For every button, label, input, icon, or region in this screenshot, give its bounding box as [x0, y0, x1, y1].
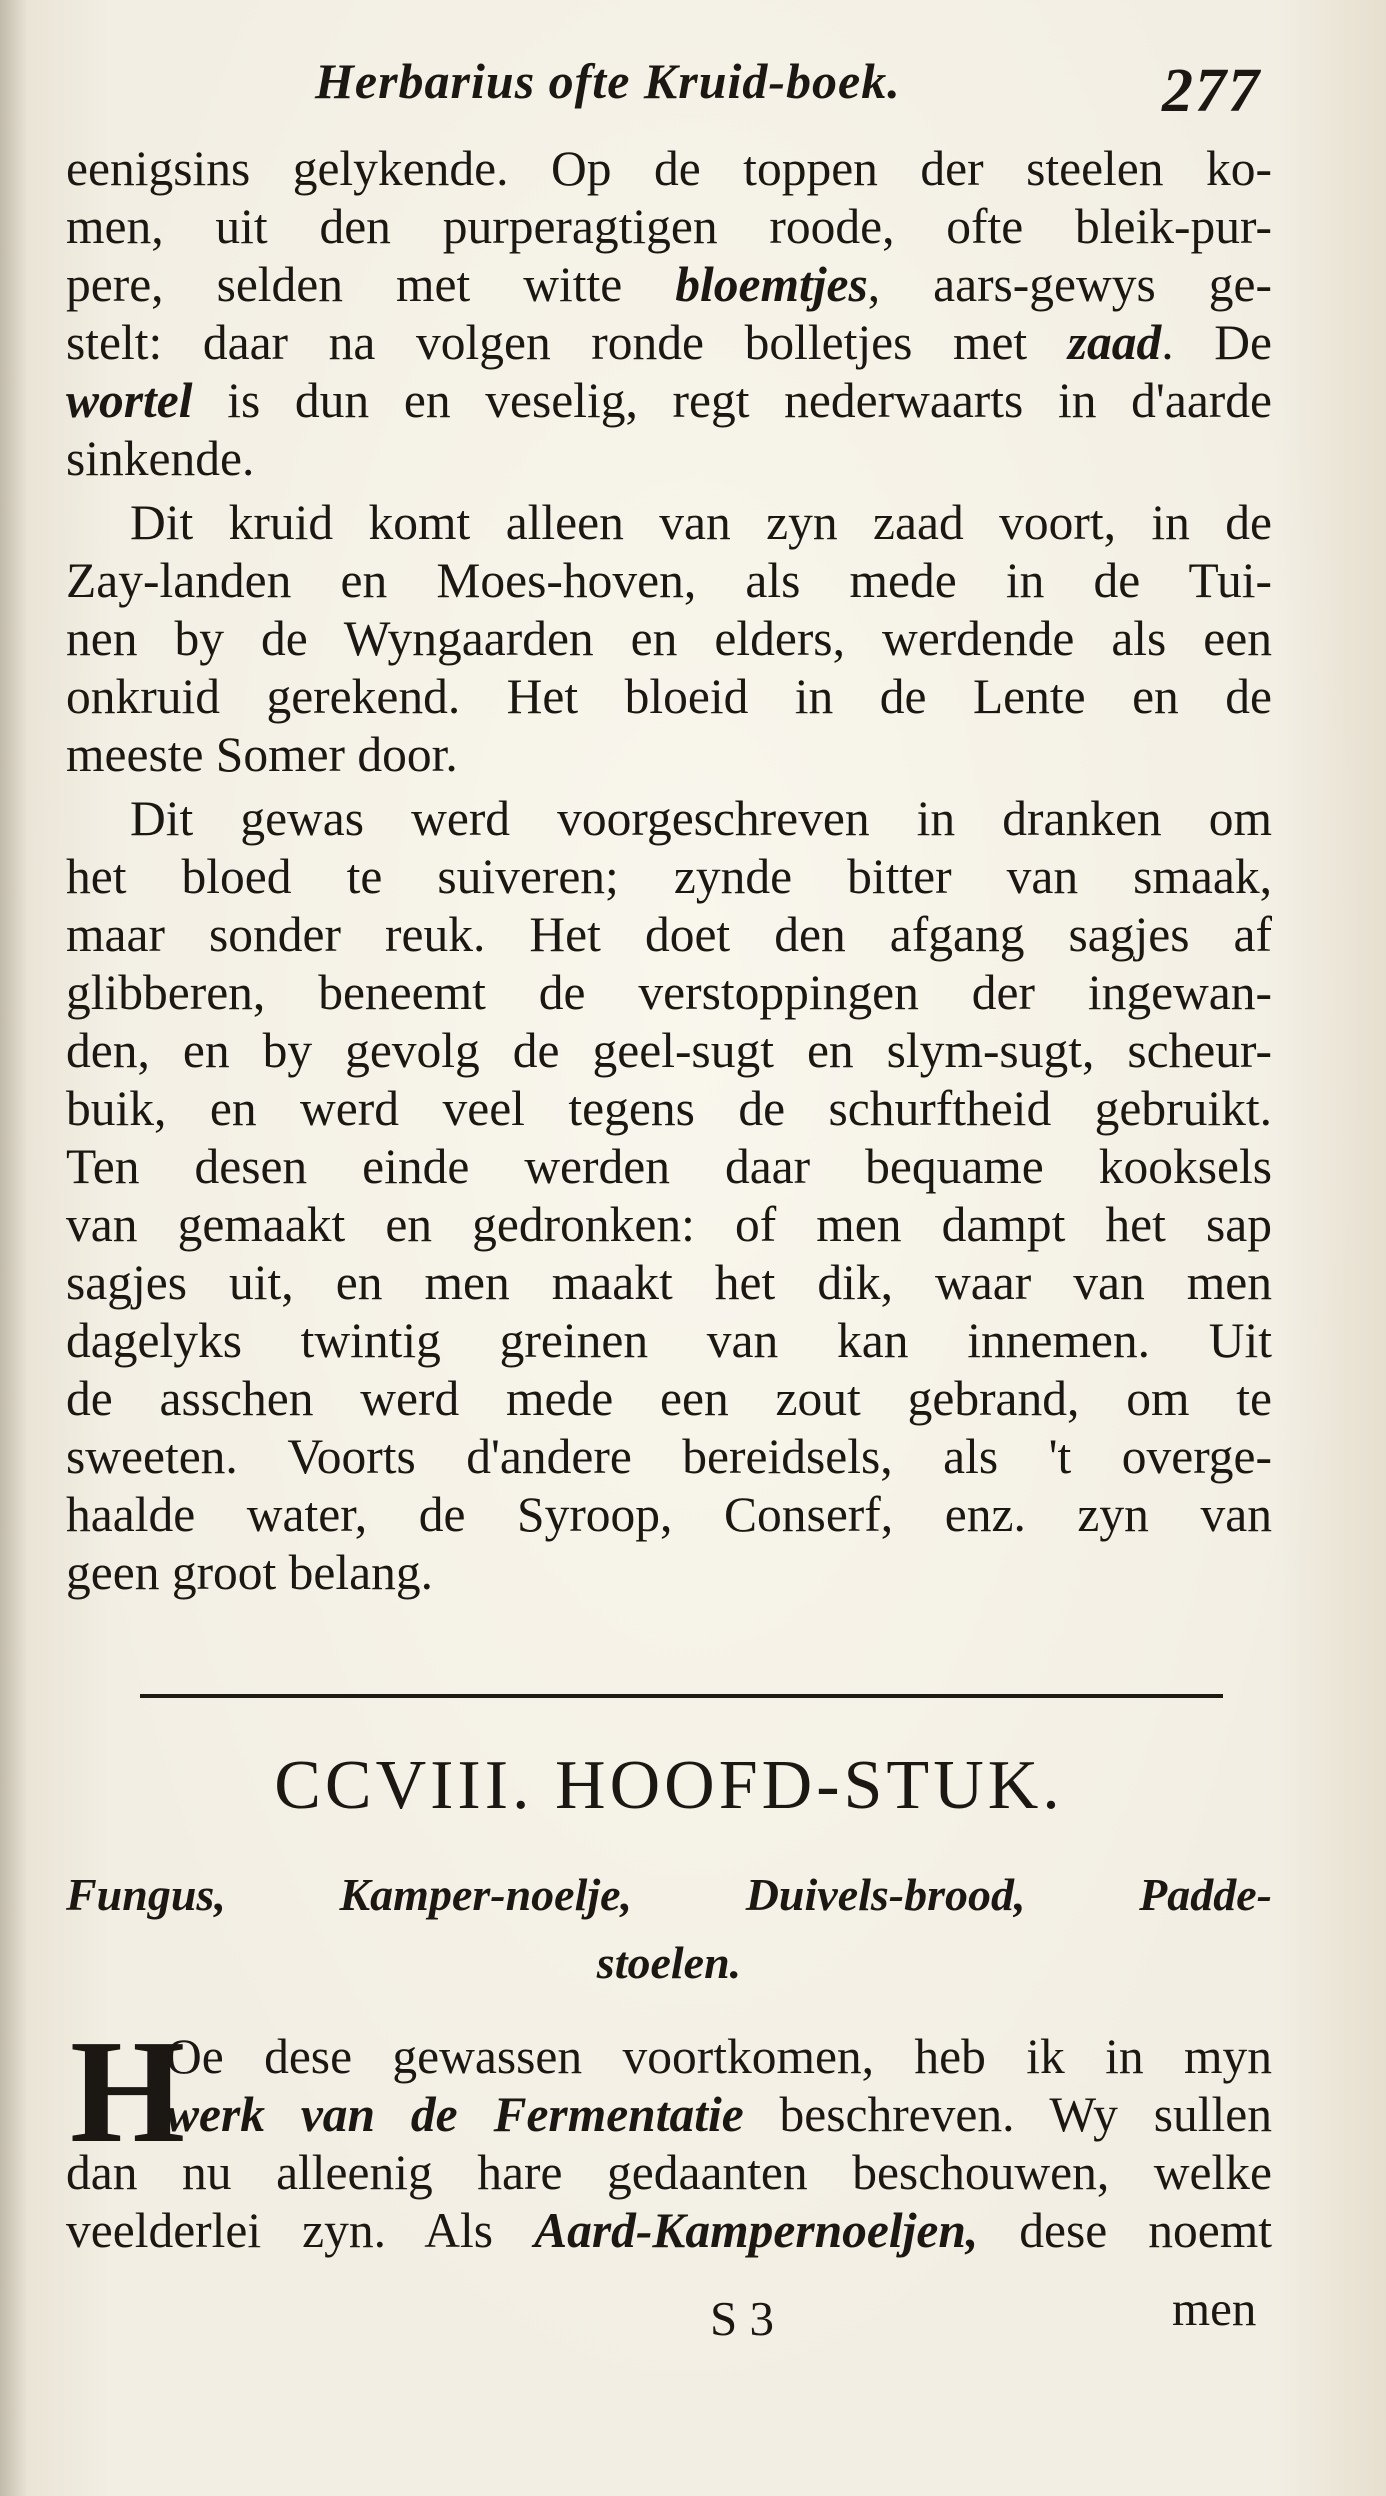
text-line: het bloed te suiveren; zynde bitter van smaak,: [66, 849, 1272, 904]
drop-cap: H: [70, 2010, 186, 2174]
subtitle-line: Fungus, Kamper-noelje, Duivels-brood, Padde-: [66, 1869, 1272, 1920]
text-line: Dit gewas werd voorgeschreven in dranken om: [130, 791, 1272, 846]
text-line: [66, 2144, 1272, 2202]
text-line: [66, 198, 1272, 256]
text-line: onkruid gerekend. Het bloeid in de Lente en de: [66, 669, 1272, 724]
catchword: men: [1172, 2281, 1257, 2336]
text-run: dese noemt: [978, 2203, 1272, 2258]
text-line: [66, 256, 1272, 314]
text-line: [66, 2202, 1272, 2260]
chapter-subtitle: [66, 1862, 1272, 1920]
text-line: de asschen werd mede een zout gebrand, om te: [66, 1371, 1272, 1426]
text-line: geen groot belang.: [66, 1545, 433, 1600]
text-line: [66, 2028, 1272, 2086]
text-run: Oe dese gewassen voortkomen, heb ik in myn: [166, 2029, 1272, 2084]
running-head: Herbarius ofte Kruid-boek.: [315, 53, 901, 109]
text-line: [66, 372, 1272, 430]
text-line: buik, en werd veel tegens de schurftheid gebruikt.: [66, 1081, 1272, 1136]
text-run: pere, selden met witte: [66, 257, 676, 312]
text-line: sweeten. Voorts d'andere bereidsels, als 't overge-: [66, 1429, 1272, 1484]
signature-mark: S 3: [710, 2291, 775, 2346]
text-line: haalde water, de Syroop, Conserf, enz. zyn van: [66, 1487, 1272, 1542]
text-run: men, uit den purperagtigen roode, ofte bleik-pur-: [66, 199, 1272, 254]
italic-term: Aard-Kampernoeljen,: [534, 2203, 979, 2258]
text-line: sagjes uit, en men maakt het dik, waar van men: [66, 1255, 1272, 1310]
text-run: , aars-gewys ge-: [867, 257, 1272, 312]
text-line: meeste Somer door.: [66, 727, 458, 782]
paragraph-1: [66, 140, 1272, 488]
text-line: glibberen, beneemt de verstoppingen der ingewan-: [66, 965, 1272, 1020]
text-run: sinkende.: [66, 431, 255, 486]
text-line: nen by de Wyngaarden en elders, werdende als een: [66, 611, 1272, 666]
italic-term: wortel: [66, 373, 193, 428]
text-run: dan nu alleenig hare gedaanten beschouwen, welke: [66, 2145, 1272, 2200]
page-number: 277: [1162, 57, 1261, 125]
chapter-title: CCVIII. HOOFD-STUK.: [274, 1747, 1064, 1824]
italic-term: werk van de Fermentatie: [166, 2087, 744, 2142]
text-line: dagelyks twintig greinen van kan innemen. Uit: [66, 1313, 1272, 1368]
paragraph-3: [66, 790, 1272, 1602]
chapter-subtitle-cont: [66, 1930, 1272, 1996]
section-divider-rule: [140, 1694, 1223, 1698]
text-run: eenigsins gelykende. Op de toppen der steelen ko-: [66, 141, 1272, 196]
text-line: [66, 140, 1272, 198]
text-line: den, en by gevolg de geel-sugt en slym-sugt, scheur-: [66, 1023, 1272, 1078]
text-line: Dit kruid komt alleen van zyn zaad voort, in de: [130, 495, 1272, 550]
text-line: van gemaakt en gedronken: of men dampt het sap: [66, 1197, 1272, 1252]
text-line: [66, 2086, 1272, 2144]
text-line: [66, 314, 1272, 372]
text-run: beschreven. Wy sullen: [743, 2087, 1272, 2142]
subtitle-line: stoelen.: [596, 1937, 742, 1988]
paragraph-4: [66, 2028, 1272, 2260]
text-line: Zay-landen en Moes-hoven, als mede in de Tui-: [66, 553, 1272, 608]
text-line: [66, 430, 1272, 488]
paragraph-2: [66, 494, 1272, 784]
text-run: . De: [1161, 315, 1272, 370]
italic-term: bloemtjes: [675, 257, 868, 312]
text-run: veelderlei zyn. Als: [66, 2203, 535, 2258]
text-line: Ten desen einde werden daar bequame kooksels: [66, 1139, 1272, 1194]
italic-term: zaad: [1067, 315, 1162, 370]
text-line: maar sonder reuk. Het doet den afgang sagjes af: [66, 907, 1272, 962]
text-run: is dun en veselig, regt nederwaarts in d'aarde: [192, 373, 1272, 428]
text-run: stelt: daar na volgen ronde bolletjes met: [66, 315, 1068, 370]
